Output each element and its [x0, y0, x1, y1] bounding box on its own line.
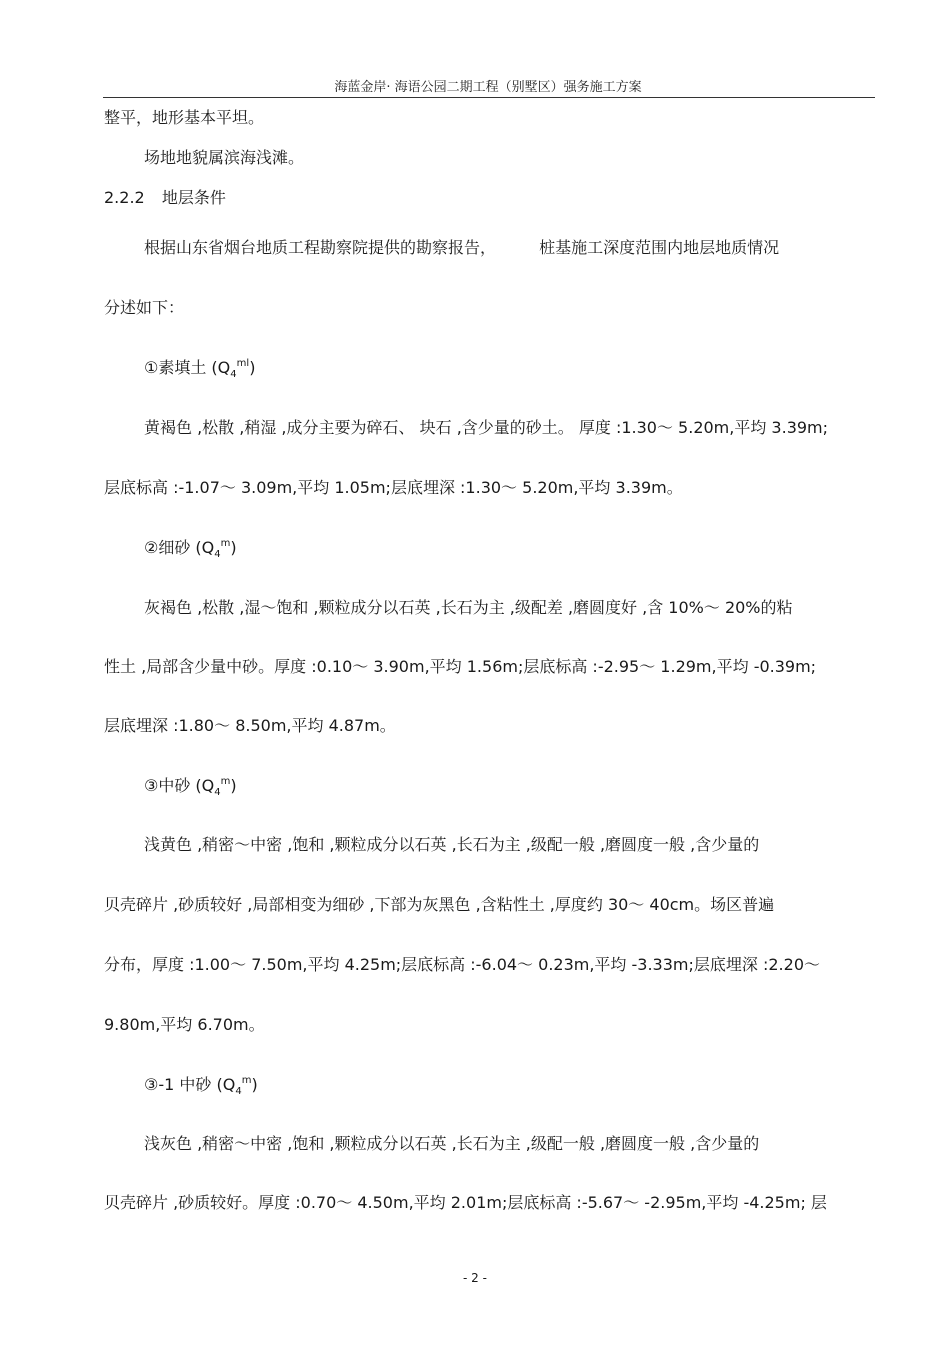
paragraph-line: 灰褐色 ,松散 ,湿～饱和 ,颗粒成分以石英 ,长石为主 ,级配差 ,磨圆度好 ,含 10%～ 20%的粘 [144, 598, 793, 617]
paragraph-line: 性土 ,局部含少量中砂。厚度 :0.10～ 3.90m,平均 1.56m;层底标高 :-2.95～ 1.29m,平均 -0.39m; [104, 657, 817, 676]
paragraph-line: 浅黄色 ,稍密～中密 ,饱和 ,颗粒成分以石英 ,长石为主 ,级配一般 ,磨圆度一般 ,含少量的 [144, 835, 760, 854]
layer-heading-2 [144, 538, 237, 565]
layer-name: ①素填土 (Q [144, 358, 231, 377]
layer-sub: 4 [214, 549, 221, 561]
paragraph-line: 贝壳碎片 ,砂质较好 ,局部相变为细砂 ,下部为灰黑色 ,含粘性土 ,厚度约 30～ 40cm。场区普遍 [104, 895, 775, 914]
layer-sup: m [241, 1075, 252, 1086]
section-heading [104, 188, 226, 208]
paragraph-line: 分述如下： [104, 298, 185, 317]
paragraph-line: 浅灰色 ,稍密～中密 ,饱和 ,颗粒成分以石英 ,长石为主 ,级配一般 ,磨圆度一般 ,含少量的 [144, 1134, 760, 1153]
header-rule [103, 97, 875, 98]
layer-sub: 4 [235, 1086, 242, 1098]
running-header: 海蓝金岸· 海语公园二期工程（别墅区）强务施工方案 [334, 80, 642, 95]
paragraph-line: 层底标高 :-1.07～ 3.09m,平均 1.05m;层底埋深 :1.30～ 5.20m,平均 3.39m。 [104, 478, 683, 497]
layer-name: ②细砂 (Q [144, 538, 215, 557]
page-number: - 2 - [463, 1271, 487, 1285]
layer-sup: m [220, 538, 231, 549]
paragraph-line: 9.80m,平均 6.70m。 [104, 1015, 265, 1034]
section-number: 2.2.2 [104, 188, 145, 207]
paragraph-line: 分布，厚度 :1.00～ 7.50m,平均 4.25m;层底标高 :-6.04～ 0.23m,平均 -3.33m;层底埋深 :2.20～ [104, 955, 820, 974]
layer-name: ③中砂 (Q [144, 776, 215, 795]
layer-close: ) [251, 1075, 258, 1094]
layer-heading-1 [144, 358, 255, 385]
paragraph-text: 桩基施工深度范围内地层地质情况 [539, 238, 780, 257]
layer-close: ) [249, 358, 256, 377]
layer-heading-3 [144, 776, 237, 803]
paragraph-text: 根据山东省烟台地质工程勘察院提供的勘察报告， [144, 238, 497, 257]
paragraph-line: 层底埋深 :1.80～ 8.50m,平均 4.87m。 [104, 716, 396, 735]
layer-sub: 4 [230, 369, 237, 381]
paragraph-line: 黄褐色 ,松散 ,稍湿 ,成分主要为碎石、 块石 ,含少量的砂土。 厚度 :1.30～ 5.20m,平均 3.39m; [144, 418, 829, 437]
layer-heading-3-1 [144, 1075, 258, 1102]
layer-sup: m [220, 776, 231, 787]
layer-sup: ml [236, 358, 250, 369]
paragraph-line: 场地地貌属滨海浅滩。 [144, 148, 305, 167]
layer-name: ③-1 中砂 (Q [144, 1075, 236, 1094]
paragraph-line [144, 238, 779, 258]
paragraph-line: 贝壳碎片 ,砂质较好。厚度 :0.70～ 4.50m,平均 2.01m;层底标高 :-5.67～ -2.95m,平均 -4.25m; 层 [104, 1193, 827, 1212]
layer-close: ) [230, 538, 237, 557]
section-title: 地层条件 [161, 188, 226, 207]
layer-close: ) [230, 776, 237, 795]
paragraph-line: 整平，地形基本平坦。 [104, 108, 265, 127]
layer-sub: 4 [214, 787, 221, 799]
